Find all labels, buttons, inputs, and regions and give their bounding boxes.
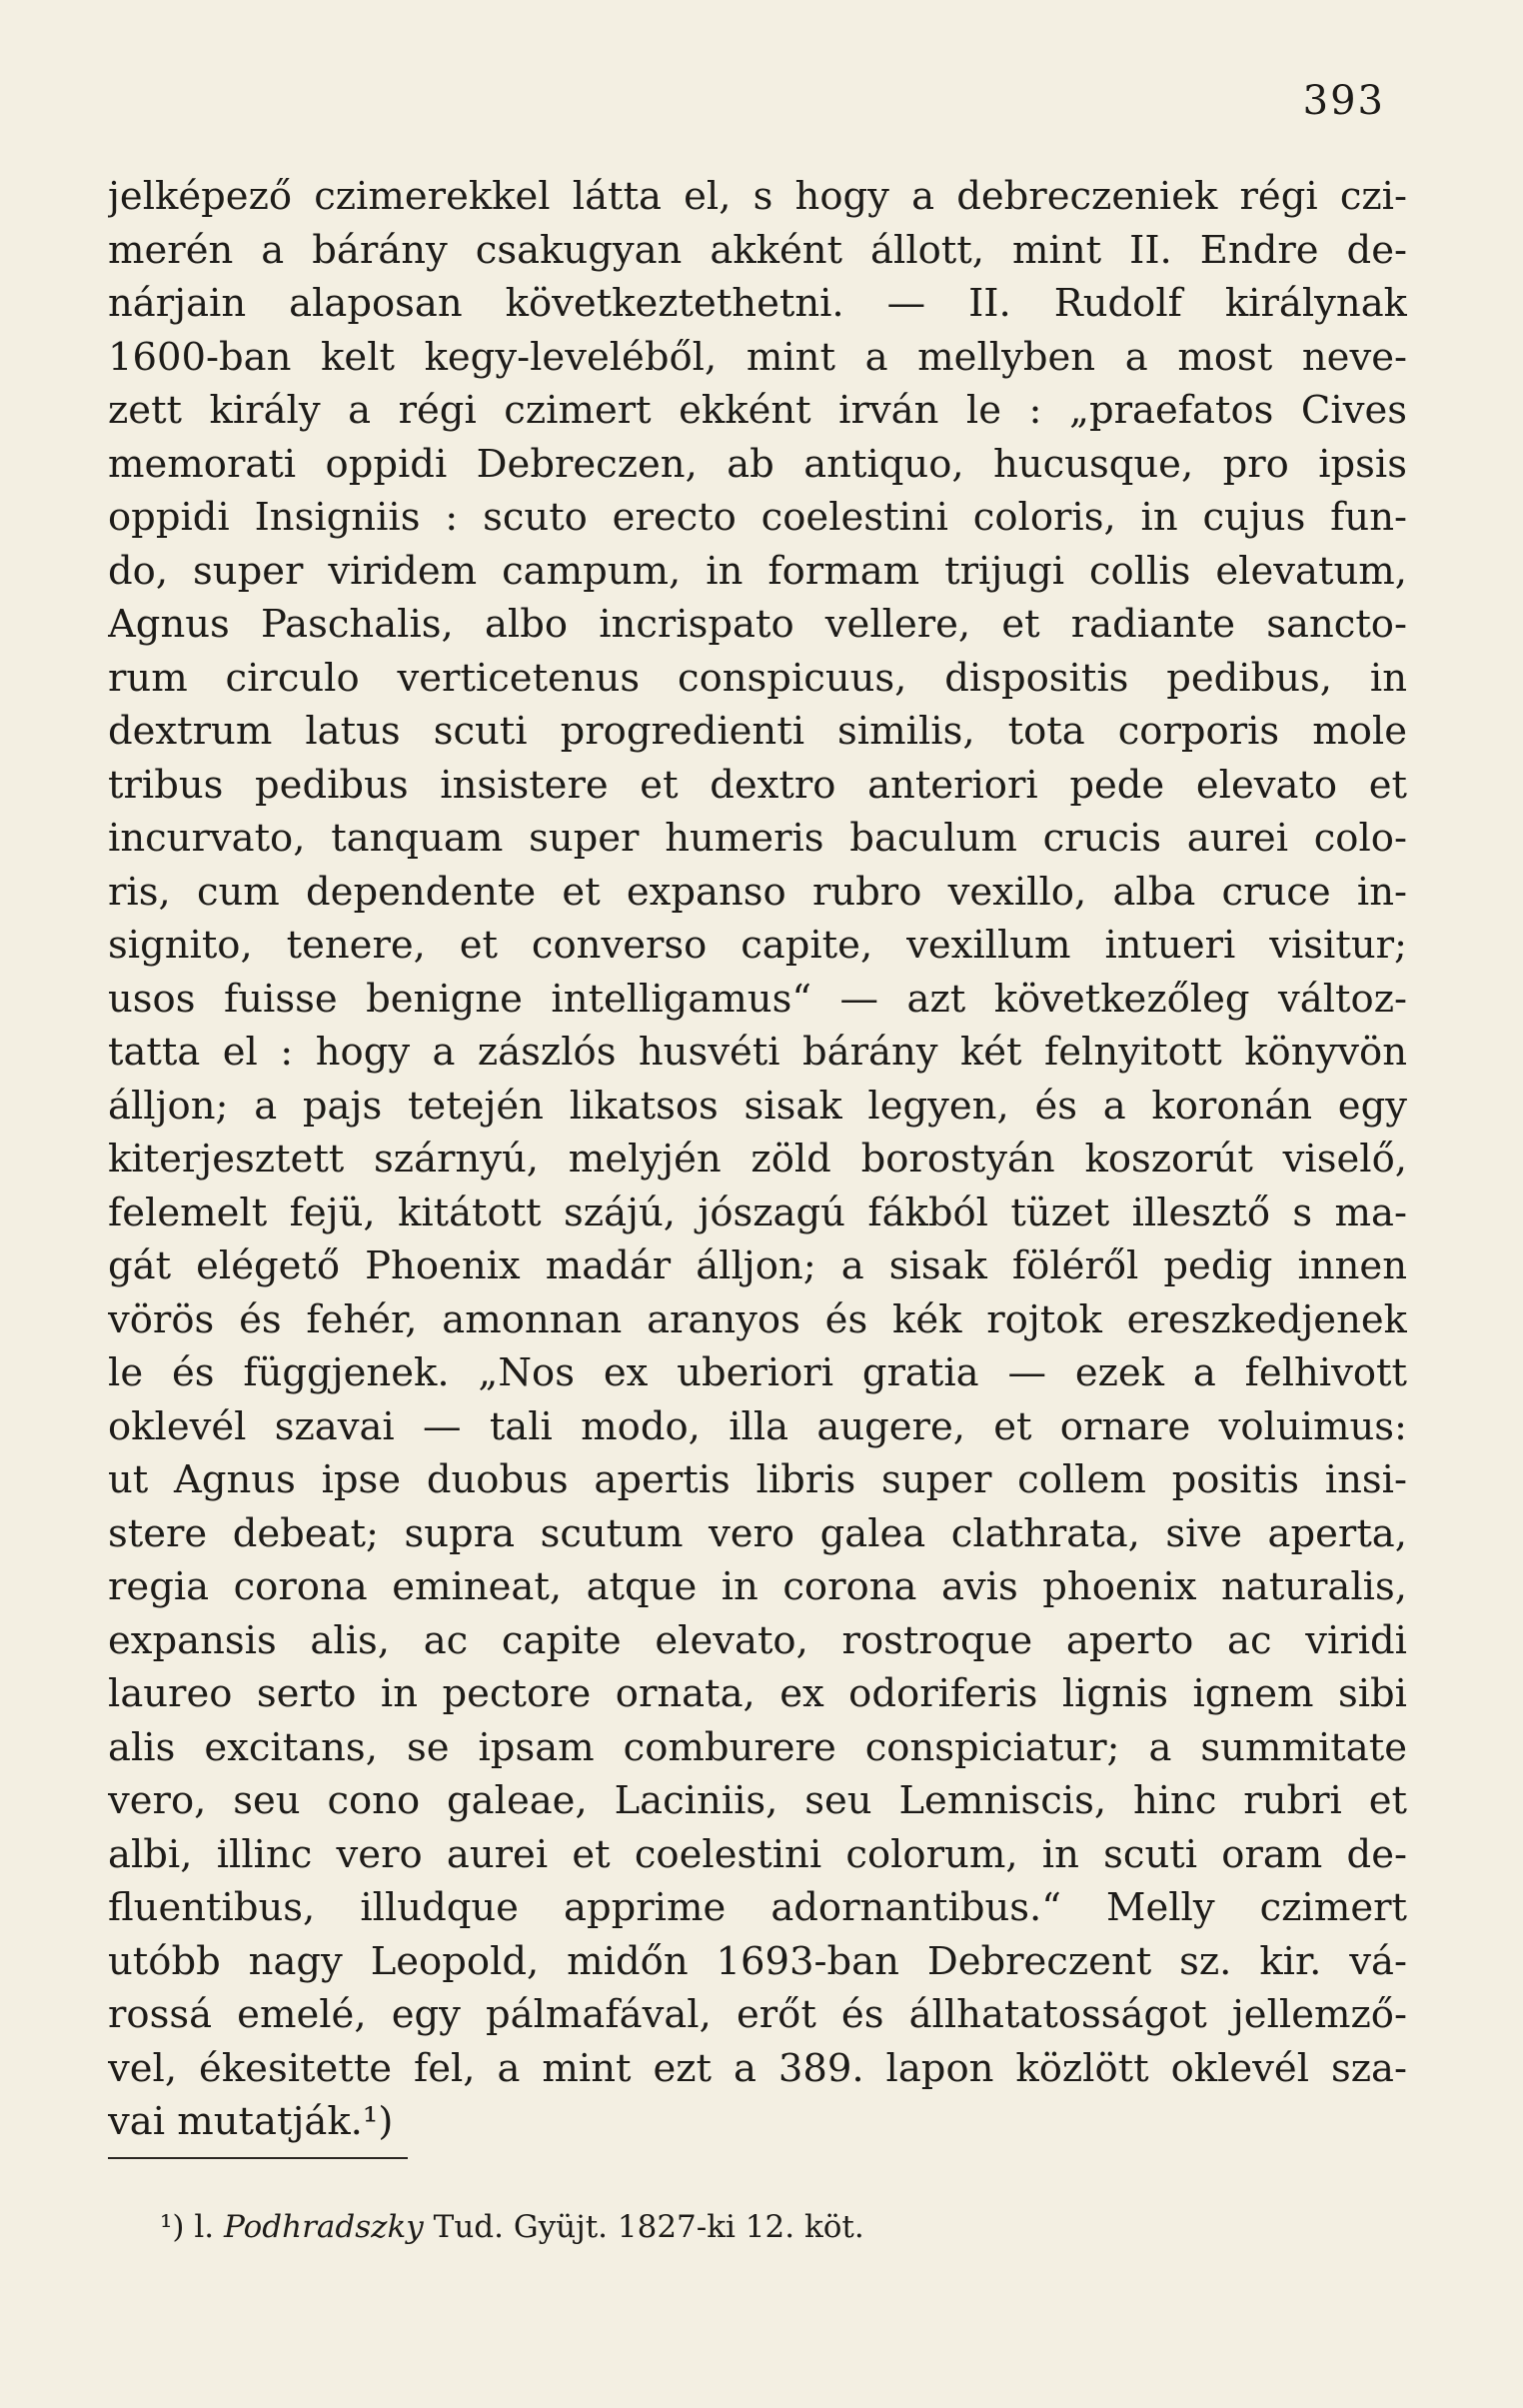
footnote-author: Podhradszky — [224, 2209, 424, 2245]
text-line: vörös és fehér, amonnan aranyos és kék rojtok ereszkedjenek — [108, 1296, 1407, 1342]
text-line: felemelt fejü, kitátott szájú, jószagú fákból tüzet illesztő s ma- — [108, 1190, 1407, 1235]
text-line: incurvato, tanquam super humeris baculum crucis aurei colo- — [108, 816, 1407, 861]
text-line: fluentibus, illudque apprime adornantibus.“ Melly czimert — [108, 1885, 1407, 1930]
text-line: zett király a régi czimert ekként irván le : „praefatos Cives — [108, 388, 1407, 433]
text-line: usos fuisse benigne intelligamus“ — azt következőleg változ- — [108, 976, 1407, 1022]
text-line: rossá emelé, egy pálmafával, erőt és állhatatosságot jellemző- — [108, 1992, 1407, 2037]
text-line: memorati oppidi Debreczen, ab antiquo, hucusque, pro ipsis — [108, 441, 1407, 487]
text-line: vel, ékesitette fel, a mint ezt a 389. lapon közlött oklevél sza- — [108, 2045, 1407, 2091]
text-line: jelképező czimerekkel látta el, s hogy a debreczeniek régi czi- — [108, 174, 1407, 219]
footnote-citation: Tud. Gyüjt. 1827-ki 12. köt. — [433, 2209, 864, 2245]
text-line: utóbb nagy Leopold, midőn 1693-ban Debreczent sz. kir. vá- — [108, 1938, 1407, 1984]
text-line: alis excitans, se ipsam comburere conspiciatur; a summitate — [108, 1724, 1407, 1770]
text-line: álljon; a pajs tetején likatsos sisak legyen, és a koronán egy — [108, 1083, 1407, 1129]
text-line: vero, seu cono galeae, Laciniis, seu Lemniscis, hinc rubri et — [108, 1778, 1407, 1823]
text-line: dextrum latus scuti progredienti similis, tota corporis mole — [108, 709, 1407, 754]
text-line: do, super viridem campum, in formam trijugi collis elevatum, — [108, 548, 1407, 594]
footnote-divider — [108, 2157, 408, 2159]
text-line: albi, illinc vero aurei et coelestini colorum, in scuti oram de- — [108, 1831, 1407, 1877]
text-line: oppidi Insigniis : scuto erecto coelestini coloris, in cujus fun- — [108, 495, 1407, 540]
text-line: expansis alis, ac capite elevato, rostroque aperto ac viridi — [108, 1617, 1407, 1663]
text-line: oklevél szavai — tali modo, illa augere, et ornare voluimus: — [108, 1403, 1407, 1449]
text-line: nárjain alaposan következtethetni. — II. Rudolf királynak — [108, 281, 1407, 326]
text-line: 1600-ban kelt kegy-leveléből, mint a mellyben a most neve- — [108, 334, 1407, 380]
text-line: tatta el : hogy a zászlós husvéti bárány két felnyitott könyvön — [108, 1030, 1407, 1075]
text-line: merén a bárány csakugyan akként állott, mint II. Endre de- — [108, 227, 1407, 273]
footnote-prefix: l. — [194, 2209, 215, 2245]
page-number: 393 — [1302, 78, 1385, 124]
footnote-marker: ¹) — [160, 2209, 185, 2245]
text-line: stere debeat; supra scutum vero galea clathrata, sive aperta, — [108, 1510, 1407, 1556]
text-line: ris, cum dependente et expanso rubro vexillo, alba cruce in- — [108, 869, 1407, 915]
text-line: signito, tenere, et converso capite, vexillum intueri visitur; — [108, 923, 1407, 968]
text-line: tribus pedibus insistere et dextro anteriori pede elevato et — [108, 762, 1407, 808]
text-line: Agnus Paschalis, albo incrispato vellere, et radiante sancto- — [108, 602, 1407, 647]
text-line: rum circulo verticetenus conspicuus, dispositis pedibus, in — [108, 655, 1407, 701]
footnote — [160, 2209, 864, 2245]
text-line: regia corona emineat, atque in corona avis phoenix naturalis, — [108, 1564, 1407, 1609]
text-line: kiterjesztett szárnyú, melyjén zöld borostyán koszorút viselő, — [108, 1137, 1407, 1182]
text-line: vai mutatják.¹) — [108, 2099, 394, 2144]
text-line: gát elégető Phoenix madár álljon; a sisak föléről pedig innen — [108, 1243, 1407, 1288]
body-text — [108, 170, 1407, 2149]
text-line: laureo serto in pectore ornata, ex odoriferis lignis ignem sibi — [108, 1671, 1407, 1716]
text-line: le és függjenek. „Nos ex uberiori gratia — ezek a felhivott — [108, 1350, 1407, 1395]
text-line: ut Agnus ipse duobus apertis libris super collem positis insi- — [108, 1457, 1407, 1502]
